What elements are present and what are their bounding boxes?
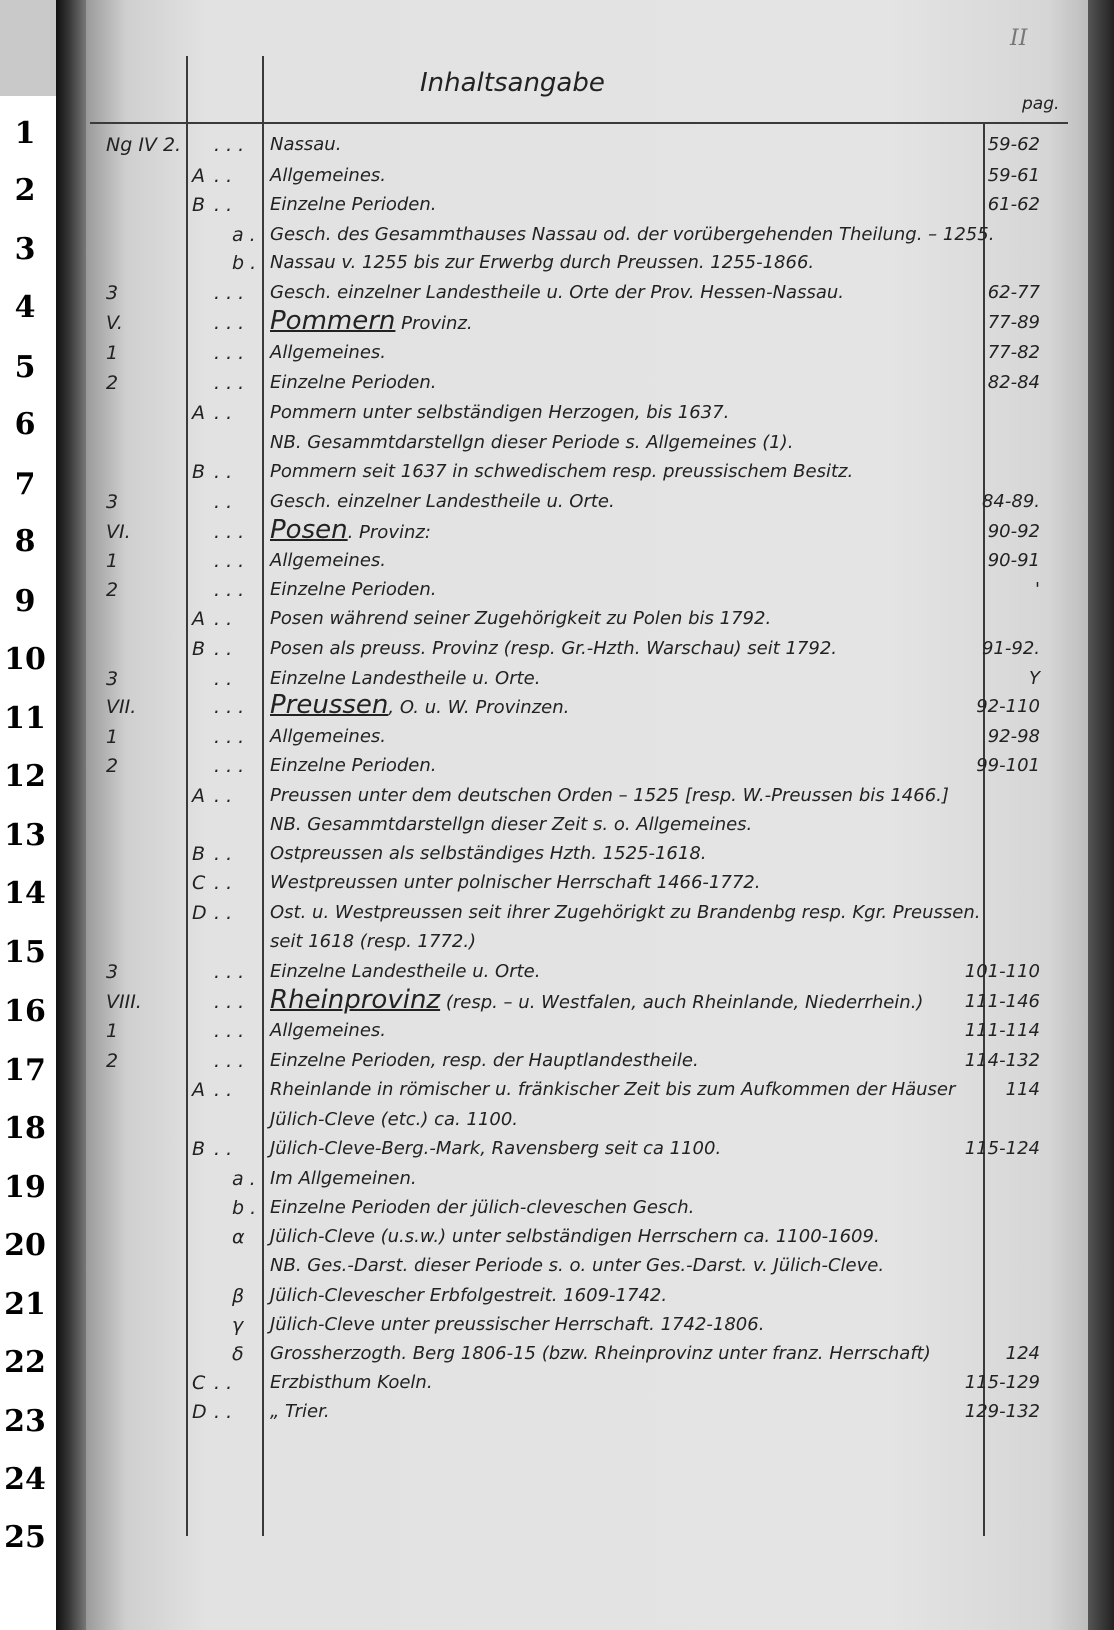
entry-page-range: 111-146: [964, 991, 1040, 1012]
entry-title: Allgemeines.: [270, 1020, 387, 1041]
entry-page-range: 90-91: [987, 550, 1040, 571]
entry-title: Rheinlande in römischer u. fränkischer Zeit bis zum Aufkommen der Häuser: [270, 1079, 956, 1100]
entry-leader-dots: . .: [214, 843, 233, 865]
entry-title: Pommern seit 1637 in schwedischem resp. preussischem Besitz.: [270, 461, 854, 482]
entry-title: Jülich-Cleve (etc.) ca. 1100.: [270, 1109, 519, 1130]
entry-text: [270, 987, 923, 1013]
entry-text: [270, 167, 386, 185]
entry-text: [270, 670, 540, 688]
entry-leader-dots: . .: [214, 668, 233, 690]
line-number: 9: [14, 584, 36, 619]
entry-leader-dots: . . .: [214, 726, 245, 748]
entry-marker-section: 2: [106, 755, 119, 777]
entry-leader-dots: . .: [214, 491, 233, 513]
entry-text: [270, 1228, 880, 1246]
entry-title: Jülich-Cleve-Berg.-Mark, Ravensberg seit ca 1100.: [270, 1138, 722, 1159]
entry-leader-dots: . . .: [214, 696, 245, 718]
entry-text: [270, 1199, 694, 1217]
entry-text: [270, 1052, 699, 1070]
entry-marker-section: 3: [106, 961, 119, 983]
entry-title: Allgemeines.: [270, 342, 387, 363]
entry-leader-dots: . . .: [214, 372, 245, 394]
entry-title: Allgemeines.: [270, 726, 387, 747]
entry-marker-section: 2: [106, 1050, 119, 1072]
entry-title: Einzelne Landestheile u. Orte.: [270, 961, 541, 982]
entry-text: [270, 1022, 386, 1040]
entry-page-range: 101-110: [964, 961, 1040, 982]
entry-title: Im Allgemeinen.: [270, 1168, 417, 1189]
entry-marker-section: 1: [106, 726, 119, 748]
entry-text: [270, 874, 760, 892]
entry-leader-dots: . .: [214, 785, 233, 807]
entry-marker-section: 2: [106, 579, 119, 601]
entry-page-range: 84-89.: [981, 491, 1040, 512]
entry-marker-sub: A: [192, 165, 205, 187]
entry-leader-dots: . . .: [214, 579, 245, 601]
entry-page-range: Y: [1029, 668, 1040, 689]
entry-marker-section: 3: [106, 282, 119, 304]
entry-leader-dots: . .: [214, 194, 233, 216]
entry-title: Allgemeines.: [270, 550, 387, 571]
entry-marker-section: Ng IV 2.: [106, 134, 182, 156]
entry-title: Nassau v. 1255 bis zur Erwerbg durch Preussen. 1255-1866.: [270, 252, 815, 273]
entry-leader-dots: γ: [232, 1314, 244, 1336]
entry-page-range: 77-82: [987, 342, 1040, 363]
entry-marker-sub: C: [192, 872, 206, 894]
entry-text: [270, 728, 386, 746]
entry-leader-dots: δ: [232, 1343, 244, 1365]
entry-title: Allgemeines.: [270, 165, 387, 186]
header-rule: [90, 122, 1068, 124]
line-number: 7: [14, 467, 36, 502]
entry-title: Einzelne Perioden der jülich-cleveschen Gesch.: [270, 1197, 695, 1218]
entry-page-range: 115-129: [964, 1372, 1040, 1393]
entry-title: Gesch. einzelner Landestheile u. Orte der Prov. Hessen-Nassau.: [270, 282, 844, 303]
line-number: 5: [14, 350, 36, 385]
entry-text: [270, 757, 436, 775]
entry-text: [270, 226, 994, 244]
entry-text: [270, 1111, 518, 1129]
entry-leader-dots: . . .: [214, 134, 245, 156]
entry-title: Einzelne Perioden.: [270, 579, 437, 600]
entry-text: [270, 640, 837, 658]
entry-marker-section: 3: [106, 491, 119, 513]
entry-marker-section: V.: [106, 312, 123, 334]
entry-marker-sub: A: [192, 1079, 205, 1101]
line-number: 16: [4, 994, 46, 1029]
entry-leader-dots: . .: [214, 1372, 233, 1394]
entry-marker-sub: B: [192, 1138, 206, 1160]
line-number: 18: [4, 1111, 46, 1146]
line-number: 11: [4, 701, 46, 736]
line-number: 13: [4, 818, 46, 853]
entry-title: Rheinprovinz: [270, 985, 441, 1015]
line-number: 22: [4, 1345, 46, 1380]
entry-leader-dots: . .: [214, 165, 233, 187]
entry-page-range: 61-62: [987, 194, 1040, 215]
line-number: 21: [4, 1287, 46, 1322]
page-column-rule: [983, 124, 985, 1536]
entry-title: Jülich-Cleve (u.s.w.) unter selbständigen Herrschern ca. 1100-1609.: [270, 1226, 880, 1247]
entry-text: [270, 1345, 931, 1363]
entry-text: [270, 196, 436, 214]
entry-text: [270, 816, 752, 834]
entry-text: [270, 308, 473, 334]
line-number: 14: [4, 876, 46, 911]
entry-leader-dots: . .: [214, 902, 233, 924]
entry-marker-sub: B: [192, 461, 206, 483]
entry-title: „ Trier.: [270, 1401, 330, 1422]
entry-title: NB. Gesammtdarstellgn dieser Periode s. Allgemeines (1).: [270, 432, 794, 453]
entry-leader-dots: . .: [214, 1138, 233, 1160]
entry-marker-section: 1: [106, 342, 119, 364]
entry-page-range: 99-101: [976, 755, 1040, 776]
entry-leader-dots: . . .: [214, 961, 245, 983]
line-number: 10: [4, 642, 46, 677]
entry-title-suffix: , O. u. W. Provinzen.: [388, 697, 570, 718]
line-number: 3: [14, 232, 36, 267]
entry-leader-dots: . . .: [214, 991, 245, 1013]
gutter-header-shade: [0, 0, 56, 96]
entry-leader-dots: . . .: [214, 550, 245, 572]
entry-leader-dots: b .: [232, 1197, 257, 1219]
entry-page-range: 129-132: [964, 1401, 1040, 1422]
entry-page-range: 82-84: [987, 372, 1040, 393]
entry-page-range: 115-124: [964, 1138, 1040, 1159]
entry-marker-section: VI.: [106, 521, 131, 543]
entry-leader-dots: . . .: [214, 342, 245, 364]
entry-title: Einzelne Perioden, resp. der Hauptlandestheile.: [270, 1050, 699, 1071]
entry-leader-dots: . .: [214, 461, 233, 483]
entry-marker-section: 3: [106, 668, 119, 690]
entry-text: [270, 493, 615, 511]
entry-page-range: 59-61: [987, 165, 1040, 186]
entry-page-range: 90-92: [987, 521, 1040, 542]
entry-leader-dots: . . .: [214, 282, 245, 304]
entry-leader-dots: . .: [214, 872, 233, 894]
entry-text: [270, 845, 707, 863]
entry-title: Ost. u. Westpreussen seit ihrer Zugehörigkt zu Brandenbg resp. Kgr. Preussen.: [270, 902, 981, 923]
entry-title: Jülich-Clevescher Erbfolgestreit. 1609-1742.: [270, 1285, 668, 1306]
entry-marker-section: VII.: [106, 696, 137, 718]
entry-text: [270, 581, 436, 599]
entry-text: [270, 963, 540, 981]
entry-page-range: 92-110: [976, 696, 1040, 717]
entry-text: [270, 1403, 330, 1421]
entry-text: [270, 517, 431, 543]
entry-text: [270, 254, 814, 272]
line-number: 19: [4, 1170, 46, 1205]
entry-leader-dots: . . .: [214, 312, 245, 334]
entry-text: [270, 434, 793, 452]
entry-text: [270, 1140, 721, 1158]
entry-title: Westpreussen unter polnischer Herrschaft 1466-1772.: [270, 872, 761, 893]
page-title: Inhaltsangabe: [420, 68, 605, 98]
entry-page-range: 114-132: [964, 1050, 1040, 1071]
entry-text: [270, 374, 436, 392]
entry-marker-section: 2: [106, 372, 119, 394]
page-right-edge: [1088, 0, 1114, 1630]
line-number: 20: [4, 1228, 46, 1263]
entry-leader-dots: b .: [232, 252, 257, 274]
line-number: 4: [14, 290, 36, 325]
entry-title: Einzelne Perioden.: [270, 755, 437, 776]
entry-title: Einzelne Landestheile u. Orte.: [270, 668, 541, 689]
entry-text: [270, 463, 853, 481]
line-number: 24: [4, 1462, 46, 1497]
entry-marker-sub: A: [192, 402, 205, 424]
entry-text: [270, 1170, 417, 1188]
line-number: 25: [4, 1520, 46, 1555]
entry-title: Preussen unter dem deutschen Orden – 1525 [resp. W.-Preussen bis 1466.]: [270, 785, 949, 806]
entry-title: Erzbisthum Koeln.: [270, 1372, 433, 1393]
entry-text: [270, 1081, 955, 1099]
left-margin-rule-2: [262, 56, 264, 1536]
entry-text: [270, 787, 949, 805]
entry-page-range: 111-114: [964, 1020, 1040, 1041]
entry-title: Gesch. des Gesammthauses Nassau od. der vorübergehenden Theilung. – 1255.: [270, 224, 995, 245]
entry-text: [270, 284, 844, 302]
entry-title: seit 1618 (resp. 1772.): [270, 931, 477, 952]
line-number: 12: [4, 759, 46, 794]
entry-title: Preussen: [270, 690, 389, 720]
entry-marker-section: 1: [106, 550, 119, 572]
entry-leader-dots: . . .: [214, 1050, 245, 1072]
entry-marker-section: VIII.: [106, 991, 142, 1013]
entry-page-range: 91-92.: [981, 638, 1040, 659]
line-number: 23: [4, 1404, 46, 1439]
entry-page-range: ': [1035, 579, 1040, 600]
pag-column-header: pag.: [1022, 94, 1060, 114]
entry-page-range: 114: [1005, 1079, 1040, 1100]
entry-marker-sub: B: [192, 194, 206, 216]
entry-leader-dots: . .: [214, 1079, 233, 1101]
entry-leader-dots: . .: [214, 402, 233, 424]
entry-title-suffix: . Provinz:: [347, 522, 431, 543]
entry-page-range: 77-89: [987, 312, 1040, 333]
entry-leader-dots: a .: [232, 1168, 256, 1190]
entry-marker-sub: D: [192, 902, 207, 924]
entry-leader-dots: α: [232, 1226, 245, 1248]
line-number: 1: [14, 116, 36, 151]
entry-title: Einzelne Perioden.: [270, 194, 437, 215]
book-binding-shadow: [56, 0, 86, 1630]
left-margin-rule-1: [186, 56, 188, 1536]
entry-text: [270, 1287, 667, 1305]
entry-leader-dots: . .: [214, 1401, 233, 1423]
entry-text: [270, 1316, 764, 1334]
entry-marker-sub: B: [192, 638, 206, 660]
entry-text: [270, 344, 386, 362]
entry-page-range: 59-62: [987, 134, 1040, 155]
entry-text: [270, 552, 386, 570]
entry-leader-dots: . .: [214, 608, 233, 630]
entry-leader-dots: . . .: [214, 521, 245, 543]
entry-marker-sub: B: [192, 843, 206, 865]
line-number: 6: [14, 407, 36, 442]
line-number: 8: [14, 524, 36, 559]
page-roman-number: II: [1010, 26, 1028, 51]
entry-title: Einzelne Perioden.: [270, 372, 437, 393]
entry-marker-sub: A: [192, 785, 205, 807]
entry-title: Gesch. einzelner Landestheile u. Orte.: [270, 491, 615, 512]
entry-title: Pommern: [270, 306, 396, 336]
entry-title: Grossherzogth. Berg 1806-15 (bzw. Rheinprovinz unter franz. Herrschaft): [270, 1343, 931, 1364]
entry-text: [270, 904, 981, 922]
entry-leader-dots: . . .: [214, 1020, 245, 1042]
entry-title-suffix: Provinz.: [395, 313, 473, 334]
entry-title: Posen: [270, 515, 348, 545]
entry-title: Ostpreussen als selbständiges Hzth. 1525-1618.: [270, 843, 707, 864]
entry-text: [270, 610, 771, 628]
entry-marker-sub: C: [192, 1372, 206, 1394]
entry-text: [270, 1374, 433, 1392]
entry-title: NB. Gesammtdarstellgn dieser Zeit s. o. Allgemeines.: [270, 814, 753, 835]
entry-text: [270, 692, 569, 718]
entry-text: [270, 933, 476, 951]
line-number: 15: [4, 935, 46, 970]
line-number: 2: [14, 173, 36, 208]
entry-title: Posen während seiner Zugehörigkeit zu Polen bis 1792.: [270, 608, 772, 629]
entry-title: NB. Ges.-Darst. dieser Periode s. o. unter Ges.-Darst. v. Jülich-Cleve.: [270, 1255, 885, 1276]
entry-text: [270, 1257, 884, 1275]
entry-page-range: 62-77: [987, 282, 1040, 303]
entry-title: Jülich-Cleve unter preussischer Herrschaft. 1742-1806.: [270, 1314, 765, 1335]
entry-page-range: 92-98: [987, 726, 1040, 747]
entry-leader-dots: β: [232, 1285, 245, 1307]
entry-leader-dots: a .: [232, 224, 256, 246]
entry-title: Pommern unter selbständigen Herzogen, bis 1637.: [270, 402, 730, 423]
entry-leader-dots: . .: [214, 638, 233, 660]
entry-title: Posen als preuss. Provinz (resp. Gr.-Hzth. Warschau) seit 1792.: [270, 638, 838, 659]
entry-marker-sub: A: [192, 608, 205, 630]
entry-leader-dots: . . .: [214, 755, 245, 777]
entry-title-suffix: (resp. – u. Westfalen, auch Rheinlande, Niederrhein.): [440, 992, 924, 1013]
entry-title: Nassau.: [270, 134, 342, 155]
line-number: 17: [4, 1053, 46, 1088]
entry-page-range: 124: [1005, 1343, 1040, 1364]
entry-text: [270, 404, 729, 422]
entry-marker-sub: D: [192, 1401, 207, 1423]
entry-text: [270, 136, 341, 154]
entry-marker-section: 1: [106, 1020, 119, 1042]
